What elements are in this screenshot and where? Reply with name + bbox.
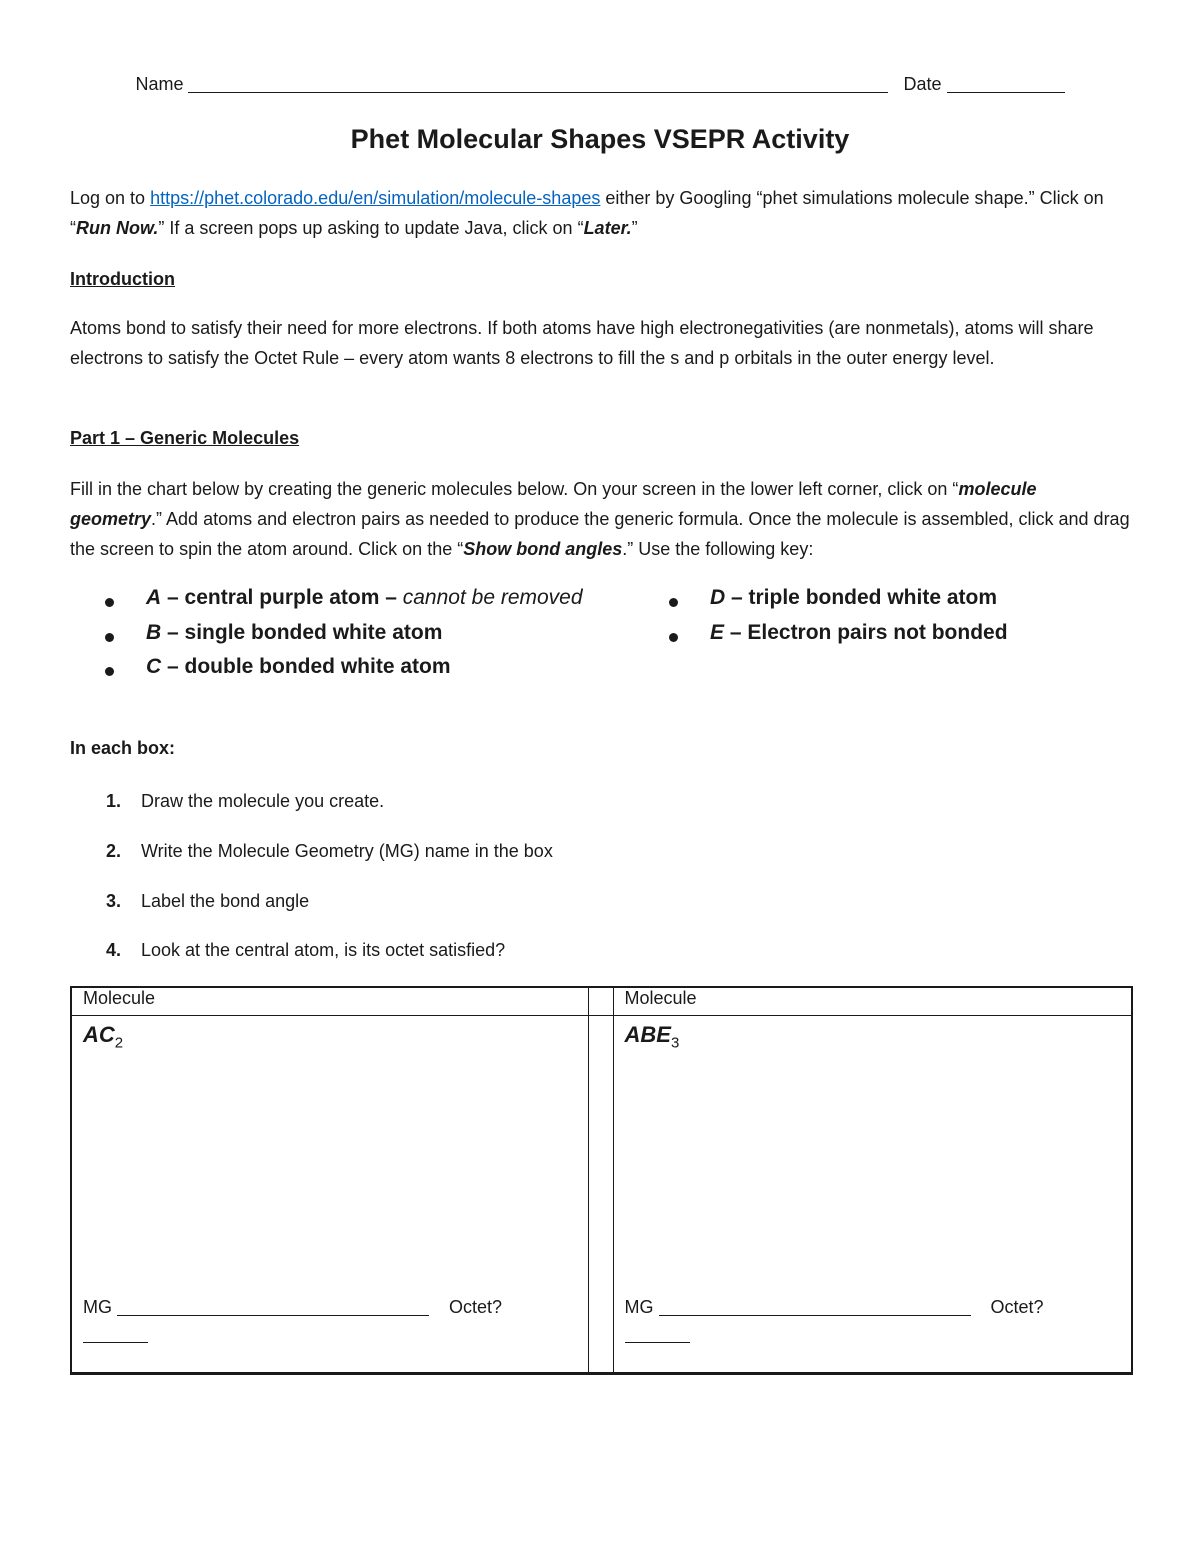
key-letter: E (710, 621, 725, 644)
introduction-heading: Introduction (70, 269, 175, 289)
part1-text-b: .” Add atoms and electron pairs as needed to produce the generic formula. Once the molecule is assembled, click and drag the screen to spin the atom around. Click on the “ (70, 509, 1130, 559)
mg-octet-line (83, 1292, 502, 1322)
formula-ac2 (83, 1022, 588, 1051)
key-letter: C (146, 655, 162, 678)
mg-label: MG (624, 1297, 654, 1317)
bullet-icon (105, 667, 114, 676)
molecule-cell-ac2[interactable] (71, 1016, 588, 1374)
step-number: 4. (106, 940, 122, 960)
bullet-icon (669, 598, 678, 607)
mg-label: MG (83, 1297, 112, 1317)
intro-end: ” (631, 218, 638, 238)
octet-blank[interactable] (625, 1322, 690, 1343)
part1-heading: Part 1 – Generic Molecules (70, 428, 300, 448)
date-label: Date (903, 74, 942, 94)
step-text: Draw the molecule you create. (141, 791, 385, 811)
step-number: 2. (106, 841, 122, 861)
mg-blank[interactable] (659, 1295, 971, 1316)
part1-text-a: Fill in the chart below by creating the generic molecules below. On your screen in the lower left corner, click on “ (70, 479, 959, 499)
intro-lead: Log on to (70, 188, 151, 208)
step-text: Look at the central atom, is its octet satisfied? (141, 940, 506, 960)
key-desc: – triple bonded white atom (725, 586, 998, 609)
steps-heading: In each box: (70, 738, 176, 758)
date-blank[interactable] (947, 72, 1065, 93)
later-text: Later. (583, 218, 632, 238)
intro-after-link: either by Googling “phet simulations molecule shape.” Click on “ (70, 188, 1104, 238)
key-letter: A (146, 586, 162, 609)
step-text: Write the Molecule Geometry (MG) name in the box (141, 841, 553, 861)
bullet-icon (669, 633, 678, 642)
mg-octet-line (625, 1292, 1044, 1322)
octet-label: Octet? (990, 1297, 1044, 1317)
intro-paragraph (70, 183, 1132, 243)
formula-subscript: 2 (114, 1034, 124, 1052)
part1-text (70, 474, 1132, 564)
step-text: Label the bond angle (141, 891, 310, 911)
formula-abe3 (625, 1022, 1132, 1051)
molecule-cell-abe3[interactable] (613, 1016, 1132, 1374)
intro-mid: ” If a screen pops up asking to update Java, click on “ (158, 218, 584, 238)
bullet-icon (105, 598, 114, 607)
molecule-header-right: Molecule (613, 987, 1132, 1016)
octet-label: Octet? (449, 1297, 503, 1317)
step-number: 1. (106, 791, 122, 811)
molecule-table (70, 986, 1133, 1375)
phet-link[interactable]: https://phet.colorado.edu/en/simulation/molecule-shapes (150, 188, 601, 208)
molecule-geometry-text: molecule geometry (70, 479, 1037, 529)
mg-blank[interactable] (117, 1295, 429, 1316)
name-label: Name (135, 74, 184, 94)
formula-base: AC (83, 1022, 115, 1047)
name-date-line (70, 72, 1130, 102)
step-number: 3. (106, 891, 122, 911)
key-desc: – Electron pairs not bonded (724, 621, 1008, 644)
key-letter: B (146, 621, 162, 644)
key-desc: – double bonded white atom (161, 655, 451, 678)
formula-subscript: 3 (670, 1034, 680, 1052)
table-spacer (588, 987, 613, 1016)
introduction-text: Atoms bond to satisfy their need for more electrons. If both atoms have high electronegativities (are nonmetals), atoms will share electrons to satisfy the Octet Rule – every atom wants 8 electrons to fill the s and p orbitals in the outer energy level. (70, 318, 1094, 368)
name-blank[interactable] (188, 72, 888, 93)
molecule-header-left: Molecule (71, 987, 588, 1016)
key-letter: D (710, 586, 726, 609)
part1-text-c: .” Use the following key: (622, 539, 814, 559)
formula-base: ABE (624, 1022, 671, 1047)
octet-answer-line (625, 1322, 690, 1345)
key-note: cannot be removed (402, 586, 583, 609)
table-spacer (588, 1016, 613, 1374)
show-bond-angles-text: Show bond angles (463, 539, 623, 559)
octet-blank[interactable] (83, 1322, 148, 1343)
key-desc: – central purple atom – (161, 586, 403, 609)
run-now-text: Run Now. (76, 218, 159, 238)
page-title: Phet Molecular Shapes VSEPR Activity (350, 124, 850, 154)
bullet-icon (105, 633, 114, 642)
octet-answer-line (83, 1322, 148, 1345)
key-desc: – single bonded white atom (161, 621, 443, 644)
